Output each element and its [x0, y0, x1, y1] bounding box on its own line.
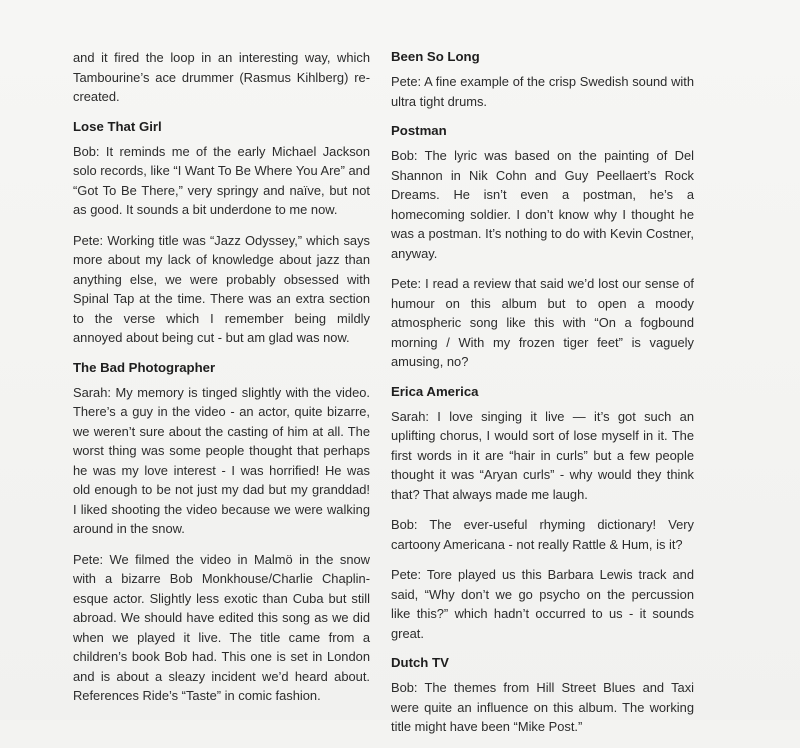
section-lose-that-girl	[73, 118, 370, 348]
paragraph: Bob: It reminds me of the early Michael Jackson solo records, like “I Want To Be Where You Are” and “Got To Be There,” very springy and naïve, but not as good. It sounds a bit underdone to me now.	[73, 143, 370, 217]
right-column	[391, 48, 694, 748]
section-title: Been So Long	[391, 49, 480, 64]
paragraph: Pete: Working title was “Jazz Odyssey,” which says more about my lack of knowledge about jazz than anything else, we were probably obsessed with Spinal Tap at the time. There was an extra section to the verse which I remember being mildly annoyed about being cut - but am glad was now.	[73, 232, 370, 345]
section-title: Postman	[391, 123, 447, 138]
section-erica-america	[391, 383, 694, 644]
section-title: Erica America	[391, 383, 479, 399]
section-bad-photographer	[73, 359, 370, 706]
paragraph: Bob: The lyric was based on the painting of Del Shannon in Nik Cohn and Guy Peellaert’s Rock Dreams. He isn’t even a postman, he’s a homecoming soldier. I don’t know why I thought he was a postman. It’s nothing to do with Kevin Costner, anyway.	[391, 148, 694, 261]
paragraph: Bob: The themes from Hill Street Blues and Taxi were quite an influence on this album. The working title might have been “Mike Post.”	[391, 680, 694, 734]
paragraph: Pete: Tore played us this Barbara Lewis track and said, “Why don’t we go psycho on the percussion like this?” which hadn’t occurred to us - it sounds great.	[391, 567, 694, 641]
section-been-so-long	[391, 48, 694, 111]
left-column	[73, 48, 370, 717]
intro-paragraph: and it fired the loop in an interesting way, which Tambourine’s ace drummer (Rasmus Kihlberg) re-created.	[73, 50, 370, 104]
section-title: Lose That Girl	[73, 118, 162, 134]
paragraph: Sarah: I love singing it live — it’s got such an uplifting chorus, I would sort of lose myself in it. The first words in it are “hair in curls” but a few people thought it was “Aryan curls” - why would they think that? That always made me laugh.	[391, 408, 694, 502]
section-title: The Bad Photographer	[73, 359, 216, 375]
section-dutch-tv	[391, 654, 694, 737]
paragraph: Sarah: My memory is tinged slightly with the video. There’s a guy in the video - an actor, quite bizarre, we weren’t sure about the casting of him at all. The worst thing was some people thought that perhaps he was my love interest - I was horrified! He was old enough to be not just my dad but my granddad! I liked shooting the video because we were walking around in the snow.	[73, 384, 370, 536]
section-title: Dutch TV	[391, 655, 449, 670]
paragraph: Pete: We filmed the video in Malmö in the snow with a bizarre Bob Monkhouse/Charlie Chaplin-esque actor. Slightly less exotic than Cuba but still abroad. We should have edited this song as we did when we played it live. The title came from a children’s book Bob had. This one is set in London and is about a sleazy incident we’d heard about. References Ride’s “Taste” in comic fashion.	[73, 551, 370, 703]
section-postman	[391, 122, 694, 372]
paragraph: Pete: A fine example of the crisp Swedish sound with ultra tight drums.	[391, 74, 694, 109]
paragraph: Bob: The ever-useful rhyming dictionary! Very cartoony Americana - not really Rattle & Hum, is it?	[391, 517, 694, 552]
paragraph: Pete: I read a review that said we’d lost our sense of humour on this album but to open a moody atmospheric song like this with “On a fogbound morning / With my frozen tiger feet” is vaguely amusing, no?	[391, 276, 694, 369]
